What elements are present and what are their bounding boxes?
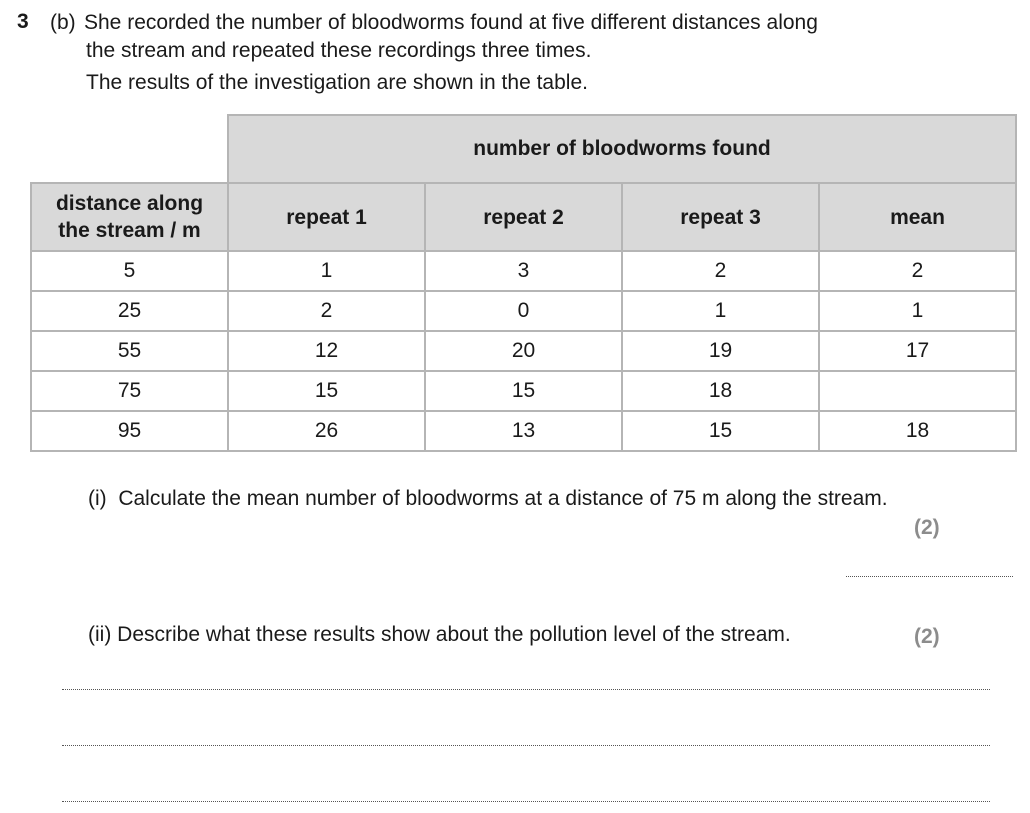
header-mean: mean — [819, 183, 1016, 251]
cell-distance: 95 — [31, 411, 228, 451]
cell-repeat-1: 2 — [228, 291, 425, 331]
marks-i: (2) — [914, 516, 940, 539]
header-distance-line-1: distance along — [55, 192, 204, 215]
cell-repeat-3: 18 — [622, 371, 819, 411]
cell-mean: 1 — [819, 291, 1016, 331]
sub-question-i-text: Calculate the mean number of bloodworms at a distance of 75 m along the stream. — [118, 487, 888, 510]
table-corner-cell — [31, 115, 228, 183]
sub-question-i — [88, 487, 888, 511]
cell-distance: 75 — [31, 371, 228, 411]
header-distance-line-2: the stream / m — [58, 219, 201, 242]
cell-repeat-3: 19 — [622, 331, 819, 371]
sub-question-i-label: (i) — [88, 487, 107, 510]
cell-mean-blank — [819, 371, 1016, 411]
table-row — [31, 291, 1016, 331]
cell-repeat-3: 2 — [622, 251, 819, 291]
cell-distance: 25 — [31, 291, 228, 331]
table-group-header-row — [31, 115, 1016, 183]
marks-ii: (2) — [914, 625, 940, 648]
part-label: (b) — [50, 11, 76, 34]
cell-repeat-2: 15 — [425, 371, 622, 411]
cell-repeat-1: 26 — [228, 411, 425, 451]
table-row — [31, 411, 1016, 451]
answer-line-ii-2[interactable] — [62, 745, 990, 746]
cell-mean: 17 — [819, 331, 1016, 371]
sub-question-ii-label: (ii) — [88, 623, 112, 646]
group-header: number of bloodworms found — [228, 115, 1016, 183]
cell-mean: 2 — [819, 251, 1016, 291]
header-repeat-2: repeat 2 — [425, 183, 622, 251]
intro-line-3: The results of the investigation are shown in the table. — [86, 71, 588, 94]
answer-line-ii-1[interactable] — [62, 689, 990, 690]
cell-distance: 5 — [31, 251, 228, 291]
cell-repeat-1: 15 — [228, 371, 425, 411]
question-number: 3 — [17, 10, 29, 33]
table-header-row — [31, 183, 1016, 251]
results-table — [30, 114, 1017, 452]
cell-distance: 55 — [31, 331, 228, 371]
answer-line-i[interactable] — [846, 576, 1013, 577]
cell-repeat-2: 13 — [425, 411, 622, 451]
header-repeat-3: repeat 3 — [622, 183, 819, 251]
cell-repeat-3: 15 — [622, 411, 819, 451]
header-repeat-1: repeat 1 — [228, 183, 425, 251]
cell-mean: 18 — [819, 411, 1016, 451]
intro-line-2: the stream and repeated these recordings three times. — [86, 39, 592, 62]
sub-question-ii-text: Describe what these results show about the pollution level of the stream. — [117, 623, 791, 646]
cell-repeat-2: 0 — [425, 291, 622, 331]
sub-question-ii — [88, 623, 791, 647]
cell-repeat-2: 20 — [425, 331, 622, 371]
cell-repeat-1: 12 — [228, 331, 425, 371]
answer-line-ii-3[interactable] — [62, 801, 990, 802]
table-row — [31, 371, 1016, 411]
cell-repeat-2: 3 — [425, 251, 622, 291]
table-row — [31, 331, 1016, 371]
intro-line-1-text: She recorded the number of bloodworms found at five different distances along — [84, 11, 818, 34]
table-row — [31, 251, 1016, 291]
cell-repeat-1: 1 — [228, 251, 425, 291]
header-distance — [31, 183, 228, 251]
cell-repeat-3: 1 — [622, 291, 819, 331]
